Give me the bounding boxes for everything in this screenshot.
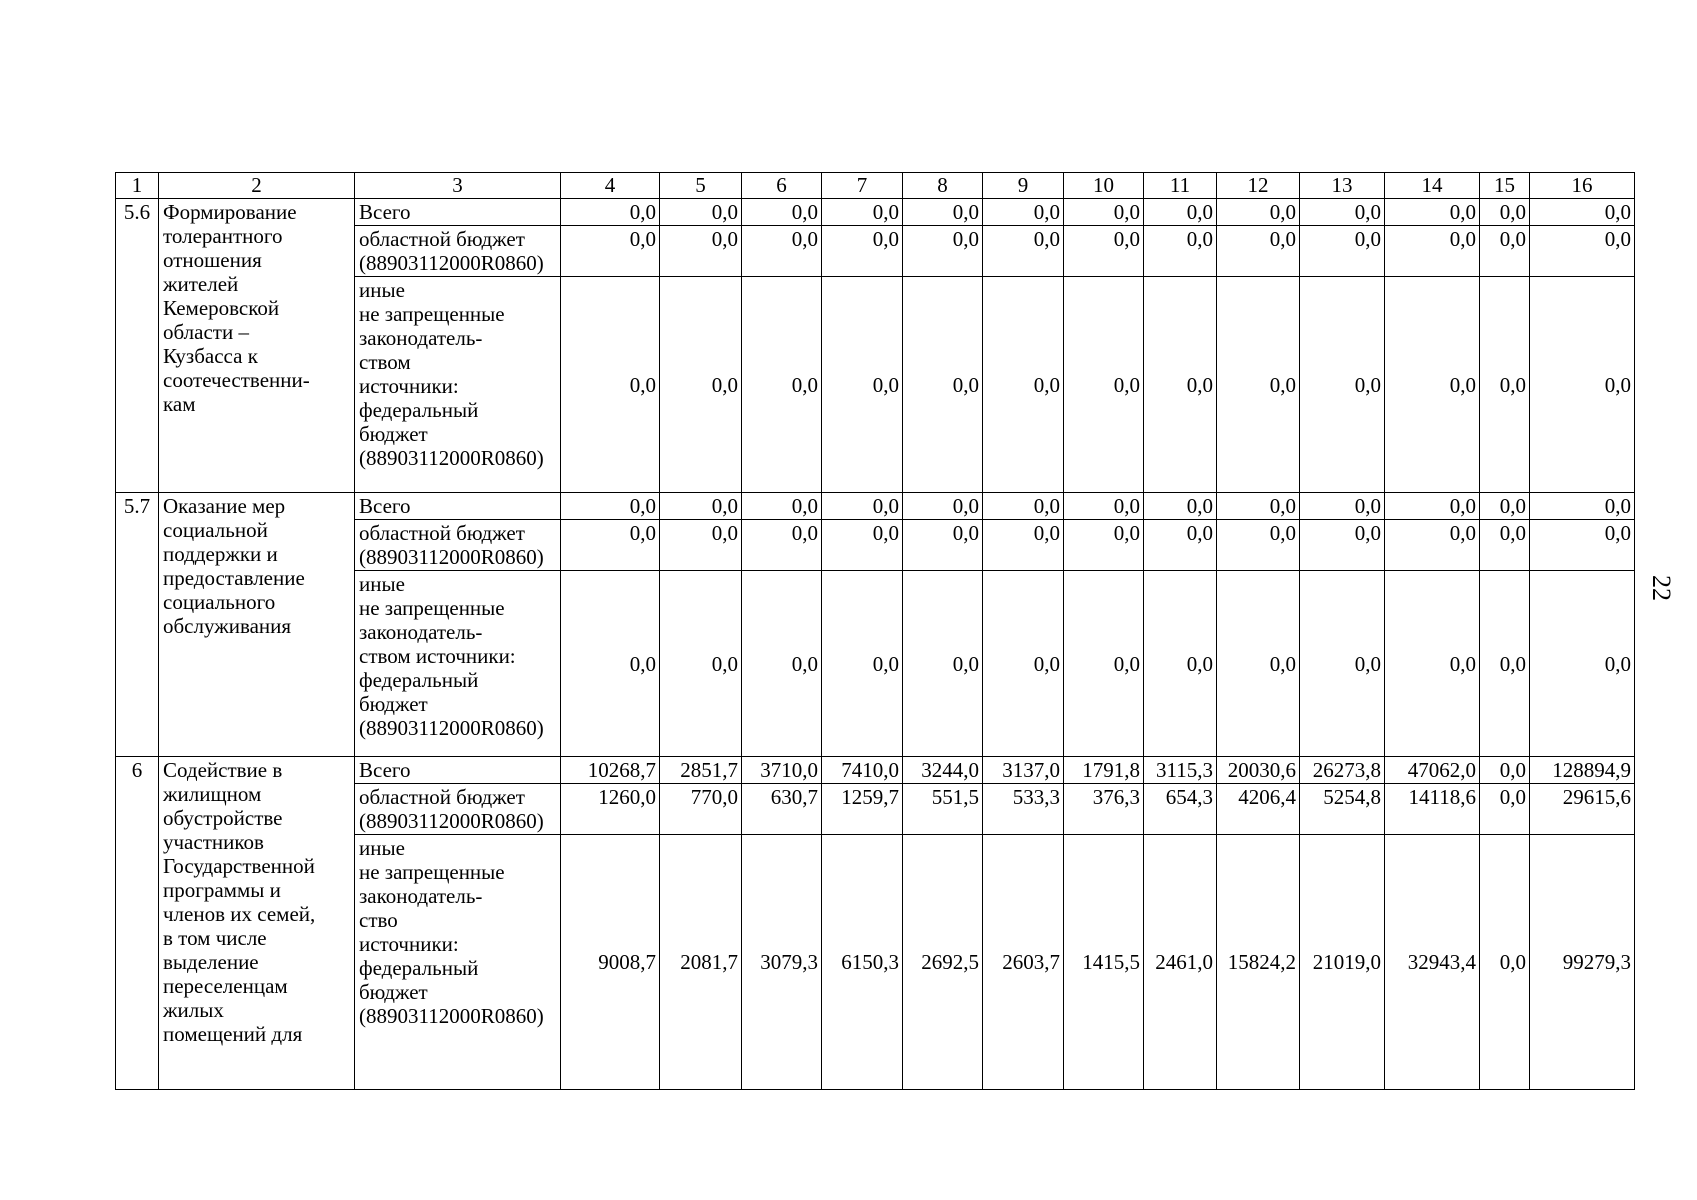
value-cell: 14118,6 xyxy=(1385,784,1480,835)
value-cell: 5254,8 xyxy=(1300,784,1385,835)
value-cell: 0,0 xyxy=(1064,199,1144,226)
value-cell: 0,0 xyxy=(742,520,822,571)
value-cell: 0,0 xyxy=(1300,520,1385,571)
value-cell: 0,0 xyxy=(742,226,822,277)
value-cell: 15824,2 xyxy=(1217,835,1300,1090)
value-cell: 0,0 xyxy=(983,571,1064,757)
header-cell: 14 xyxy=(1385,173,1480,199)
header-cell: 6 xyxy=(742,173,822,199)
value-cell: 0,0 xyxy=(660,199,742,226)
header-row xyxy=(116,173,1635,199)
value-cell: 0,0 xyxy=(1385,277,1480,493)
funding-source-label: иные не запрещенные законодатель- ством источники: федеральный бюджет (88903112000R0860) xyxy=(355,571,561,757)
value-cell: 3244,0 xyxy=(903,757,983,784)
funding-source-label: иные не запрещенные законодатель- ство источники: федеральный бюджет (88903112000R0860) xyxy=(355,835,561,1090)
value-cell: 2692,5 xyxy=(903,835,983,1090)
value-cell: 0,0 xyxy=(561,199,660,226)
header-cell: 11 xyxy=(1144,173,1217,199)
value-cell: 0,0 xyxy=(822,520,903,571)
value-cell: 0,0 xyxy=(903,199,983,226)
value-cell: 0,0 xyxy=(561,493,660,520)
value-cell: 0,0 xyxy=(983,277,1064,493)
value-cell: 0,0 xyxy=(1144,277,1217,493)
section-name: Оказание мер социальной поддержки и предоставление социального обслуживания xyxy=(159,493,355,757)
value-cell: 0,0 xyxy=(903,226,983,277)
value-cell: 0,0 xyxy=(561,520,660,571)
value-cell: 2461,0 xyxy=(1144,835,1217,1090)
value-cell: 0,0 xyxy=(1480,226,1530,277)
value-cell: 0,0 xyxy=(561,226,660,277)
value-cell: 2081,7 xyxy=(660,835,742,1090)
value-cell: 0,0 xyxy=(1530,571,1635,757)
value-cell: 0,0 xyxy=(1480,784,1530,835)
section-number: 5.7 xyxy=(116,493,159,757)
value-cell: 0,0 xyxy=(1480,277,1530,493)
header-cell: 2 xyxy=(159,173,355,199)
funding-source-label: Всего xyxy=(355,757,561,784)
value-cell: 0,0 xyxy=(1217,520,1300,571)
value-cell: 0,0 xyxy=(1385,199,1480,226)
header-cell: 9 xyxy=(983,173,1064,199)
value-cell: 0,0 xyxy=(822,277,903,493)
value-cell: 0,0 xyxy=(1144,493,1217,520)
value-cell: 0,0 xyxy=(1217,226,1300,277)
value-cell: 0,0 xyxy=(983,226,1064,277)
value-cell: 0,0 xyxy=(1480,835,1530,1090)
section-number: 6 xyxy=(116,757,159,1090)
value-cell: 0,0 xyxy=(983,199,1064,226)
value-cell: 0,0 xyxy=(1217,199,1300,226)
value-cell: 3137,0 xyxy=(983,757,1064,784)
value-cell: 0,0 xyxy=(660,520,742,571)
value-cell: 0,0 xyxy=(1530,277,1635,493)
header-cell: 1 xyxy=(116,173,159,199)
table-row xyxy=(116,757,1635,784)
value-cell: 2851,7 xyxy=(660,757,742,784)
value-cell: 0,0 xyxy=(822,493,903,520)
value-cell: 2603,7 xyxy=(983,835,1064,1090)
value-cell: 0,0 xyxy=(1300,571,1385,757)
value-cell: 128894,9 xyxy=(1530,757,1635,784)
value-cell: 0,0 xyxy=(1385,520,1480,571)
value-cell: 0,0 xyxy=(1217,571,1300,757)
header-cell: 15 xyxy=(1480,173,1530,199)
value-cell: 0,0 xyxy=(903,493,983,520)
value-cell: 10268,7 xyxy=(561,757,660,784)
value-cell: 0,0 xyxy=(1300,277,1385,493)
value-cell: 0,0 xyxy=(660,226,742,277)
funding-source-label: Всего xyxy=(355,199,561,226)
funding-source-label: Всего xyxy=(355,493,561,520)
value-cell: 3115,3 xyxy=(1144,757,1217,784)
value-cell: 0,0 xyxy=(1480,757,1530,784)
header-cell: 12 xyxy=(1217,173,1300,199)
budget-table xyxy=(115,172,1635,1090)
value-cell: 0,0 xyxy=(1300,493,1385,520)
value-cell: 3710,0 xyxy=(742,757,822,784)
funding-source-label: областной бюджет (88903112000R0860) xyxy=(355,520,561,571)
value-cell: 0,0 xyxy=(1385,226,1480,277)
value-cell: 1415,5 xyxy=(1064,835,1144,1090)
value-cell: 551,5 xyxy=(903,784,983,835)
funding-source-label: иные не запрещенные законодатель- ством источники: федеральный бюджет (88903112000R0860) xyxy=(355,277,561,493)
value-cell: 376,3 xyxy=(1064,784,1144,835)
value-cell: 0,0 xyxy=(1064,277,1144,493)
header-cell: 7 xyxy=(822,173,903,199)
value-cell: 0,0 xyxy=(660,571,742,757)
value-cell: 0,0 xyxy=(742,493,822,520)
value-cell: 1259,7 xyxy=(822,784,903,835)
value-cell: 0,0 xyxy=(660,277,742,493)
value-cell: 0,0 xyxy=(1480,520,1530,571)
value-cell: 0,0 xyxy=(1064,520,1144,571)
value-cell: 0,0 xyxy=(1530,520,1635,571)
value-cell: 0,0 xyxy=(1144,226,1217,277)
value-cell: 0,0 xyxy=(1064,493,1144,520)
header-cell: 3 xyxy=(355,173,561,199)
section-name: Формирование толерантного отношения жителей Кемеровской области – Кузбасса к соотечественни- кам xyxy=(159,199,355,493)
value-cell: 0,0 xyxy=(822,571,903,757)
value-cell: 0,0 xyxy=(561,571,660,757)
value-cell: 0,0 xyxy=(742,277,822,493)
value-cell: 630,7 xyxy=(742,784,822,835)
value-cell: 0,0 xyxy=(1144,199,1217,226)
header-cell: 16 xyxy=(1530,173,1635,199)
value-cell: 0,0 xyxy=(903,277,983,493)
header-cell: 4 xyxy=(561,173,660,199)
value-cell: 0,0 xyxy=(1480,571,1530,757)
value-cell: 4206,4 xyxy=(1217,784,1300,835)
value-cell: 32943,4 xyxy=(1385,835,1480,1090)
value-cell: 0,0 xyxy=(561,277,660,493)
value-cell: 20030,6 xyxy=(1217,757,1300,784)
table-row xyxy=(116,199,1635,226)
value-cell: 0,0 xyxy=(1480,493,1530,520)
funding-source-label: областной бюджет (88903112000R0860) xyxy=(355,784,561,835)
value-cell: 21019,0 xyxy=(1300,835,1385,1090)
value-cell: 3079,3 xyxy=(742,835,822,1090)
page-number: 22 xyxy=(1647,575,1676,601)
value-cell: 6150,3 xyxy=(822,835,903,1090)
value-cell: 0,0 xyxy=(983,520,1064,571)
section-name: Содействие в жилищном обустройстве участников Государственной программы и членов их семей, в том числе выделение переселенцам жилых помещений для xyxy=(159,757,355,1090)
value-cell: 26273,8 xyxy=(1300,757,1385,784)
value-cell: 47062,0 xyxy=(1385,757,1480,784)
value-cell: 0,0 xyxy=(1385,571,1480,757)
value-cell: 0,0 xyxy=(1385,493,1480,520)
value-cell: 0,0 xyxy=(1300,199,1385,226)
value-cell: 654,3 xyxy=(1144,784,1217,835)
value-cell: 0,0 xyxy=(1064,571,1144,757)
value-cell: 9008,7 xyxy=(561,835,660,1090)
value-cell: 0,0 xyxy=(983,493,1064,520)
value-cell: 770,0 xyxy=(660,784,742,835)
value-cell: 533,3 xyxy=(983,784,1064,835)
header-cell: 8 xyxy=(903,173,983,199)
value-cell: 0,0 xyxy=(660,493,742,520)
value-cell: 0,0 xyxy=(1144,520,1217,571)
funding-source-label: областной бюджет (88903112000R0860) xyxy=(355,226,561,277)
value-cell: 0,0 xyxy=(822,199,903,226)
value-cell: 0,0 xyxy=(822,226,903,277)
value-cell: 0,0 xyxy=(1530,226,1635,277)
value-cell: 0,0 xyxy=(1480,199,1530,226)
header-cell: 5 xyxy=(660,173,742,199)
section-number: 5.6 xyxy=(116,199,159,493)
value-cell: 0,0 xyxy=(1217,493,1300,520)
table-row xyxy=(116,493,1635,520)
value-cell: 0,0 xyxy=(1217,277,1300,493)
value-cell: 1791,8 xyxy=(1064,757,1144,784)
value-cell: 0,0 xyxy=(903,520,983,571)
value-cell: 99279,3 xyxy=(1530,835,1635,1090)
value-cell: 29615,6 xyxy=(1530,784,1635,835)
value-cell: 0,0 xyxy=(742,199,822,226)
value-cell: 0,0 xyxy=(1300,226,1385,277)
value-cell: 0,0 xyxy=(1144,571,1217,757)
value-cell: 0,0 xyxy=(1064,226,1144,277)
value-cell: 0,0 xyxy=(903,571,983,757)
header-cell: 13 xyxy=(1300,173,1385,199)
value-cell: 0,0 xyxy=(1530,199,1635,226)
value-cell: 1260,0 xyxy=(561,784,660,835)
value-cell: 0,0 xyxy=(1530,493,1635,520)
value-cell: 7410,0 xyxy=(822,757,903,784)
header-cell: 10 xyxy=(1064,173,1144,199)
value-cell: 0,0 xyxy=(742,571,822,757)
